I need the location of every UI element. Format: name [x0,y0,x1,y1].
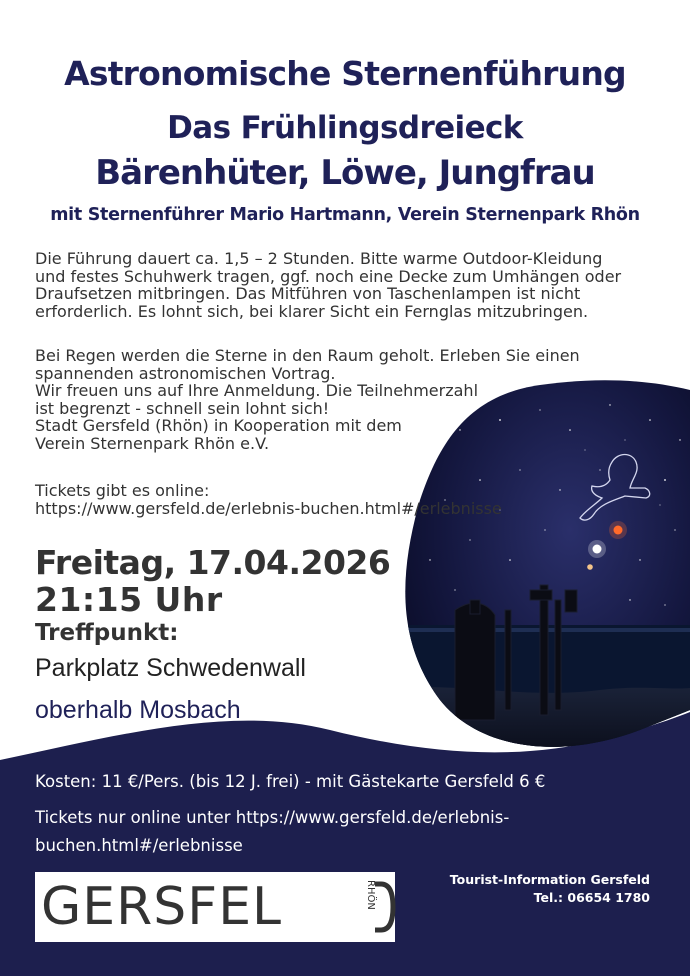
rain-info-line: Wir freuen uns auf Ihre Anmeldung. Die Teilnehmerzahl [35,381,479,401]
event-time: 21:15 Uhr [35,580,223,619]
description-line: und festes Schuhwerk tragen, ggf. noch eine Decke zum Umhängen oder [35,266,622,286]
tickets-online-block [35,482,675,517]
title-line-2: Das Frühlingsdreieck [167,110,523,146]
rain-info-line: spannenden astronomischen Vortrag. [35,363,336,383]
event-date: Freitag, 17.04.2026 [35,543,391,582]
tickets-online-link[interactable]: https://www.gersfeld.de/erlebnis-buchen.html#/erlebnisse [35,498,502,518]
title-line-1: Astronomische Sternenführung [64,54,626,93]
description-line: Draufsetzen mitbringen. Das Mitführen von Taschenlampen ist nicht [35,284,581,304]
rain-info-paragraph [35,347,675,453]
tickets-note-line-2: buchen.html#/erlebnisse [35,836,243,855]
tickets-note-line-1: Tickets nur online unter https://www.gersfeld.de/erlebnis- [35,808,510,827]
description-line: erforderlich. Es lohnt sich, bei klarer Sicht ein Fernglas mitzubringen. [35,301,589,321]
description-line: Die Führung dauert ca. 1,5 – 2 Stunden. Bitte warme Outdoor-Kleidung [35,249,603,268]
rain-info-line: ist begrenzt - schnell sein lohnt sich! [35,398,330,418]
gersfeld-logo [35,872,395,942]
meeting-point-label: Treffpunkt: [35,620,179,646]
logo-d-shape [373,880,395,934]
rain-info-line: Bei Regen werden die Sterne in den Raum geholt. Erleben Sie einen [35,346,580,365]
rain-info-line: Verein Sternenpark Rhön e.V. [35,433,270,453]
jupiter-planet [587,564,593,570]
contact-phone: Tel.: 06654 1780 [533,890,650,905]
rain-info-line: Stadt Gersfeld (Rhön) in Kooperation mit dem [35,416,402,436]
subtitle-guide: mit Sternenführer Mario Hartmann, Verein Sternenpark Rhön [50,205,640,225]
costs-text: Kosten: 11 €/Pers. (bis 12 J. frei) - mit Gästekarte Gersfeld 6 € [35,772,546,791]
title-line-3: Bärenhüter, Löwe, Jungfrau [95,153,595,193]
tickets-online-label: Tickets gibt es online: [35,481,210,500]
logo-wordmark: GERSFEL [41,877,283,937]
contact-name: Tourist-Information Gersfeld [449,872,650,887]
logo-rhoen-text: RHÖN [365,880,376,910]
description-paragraph [35,250,675,320]
meeting-place-detail: oberhalb Mosbach [35,696,241,724]
meeting-place: Parkplatz Schwedenwall [35,654,306,682]
logo-rhoen-label [357,878,376,936]
